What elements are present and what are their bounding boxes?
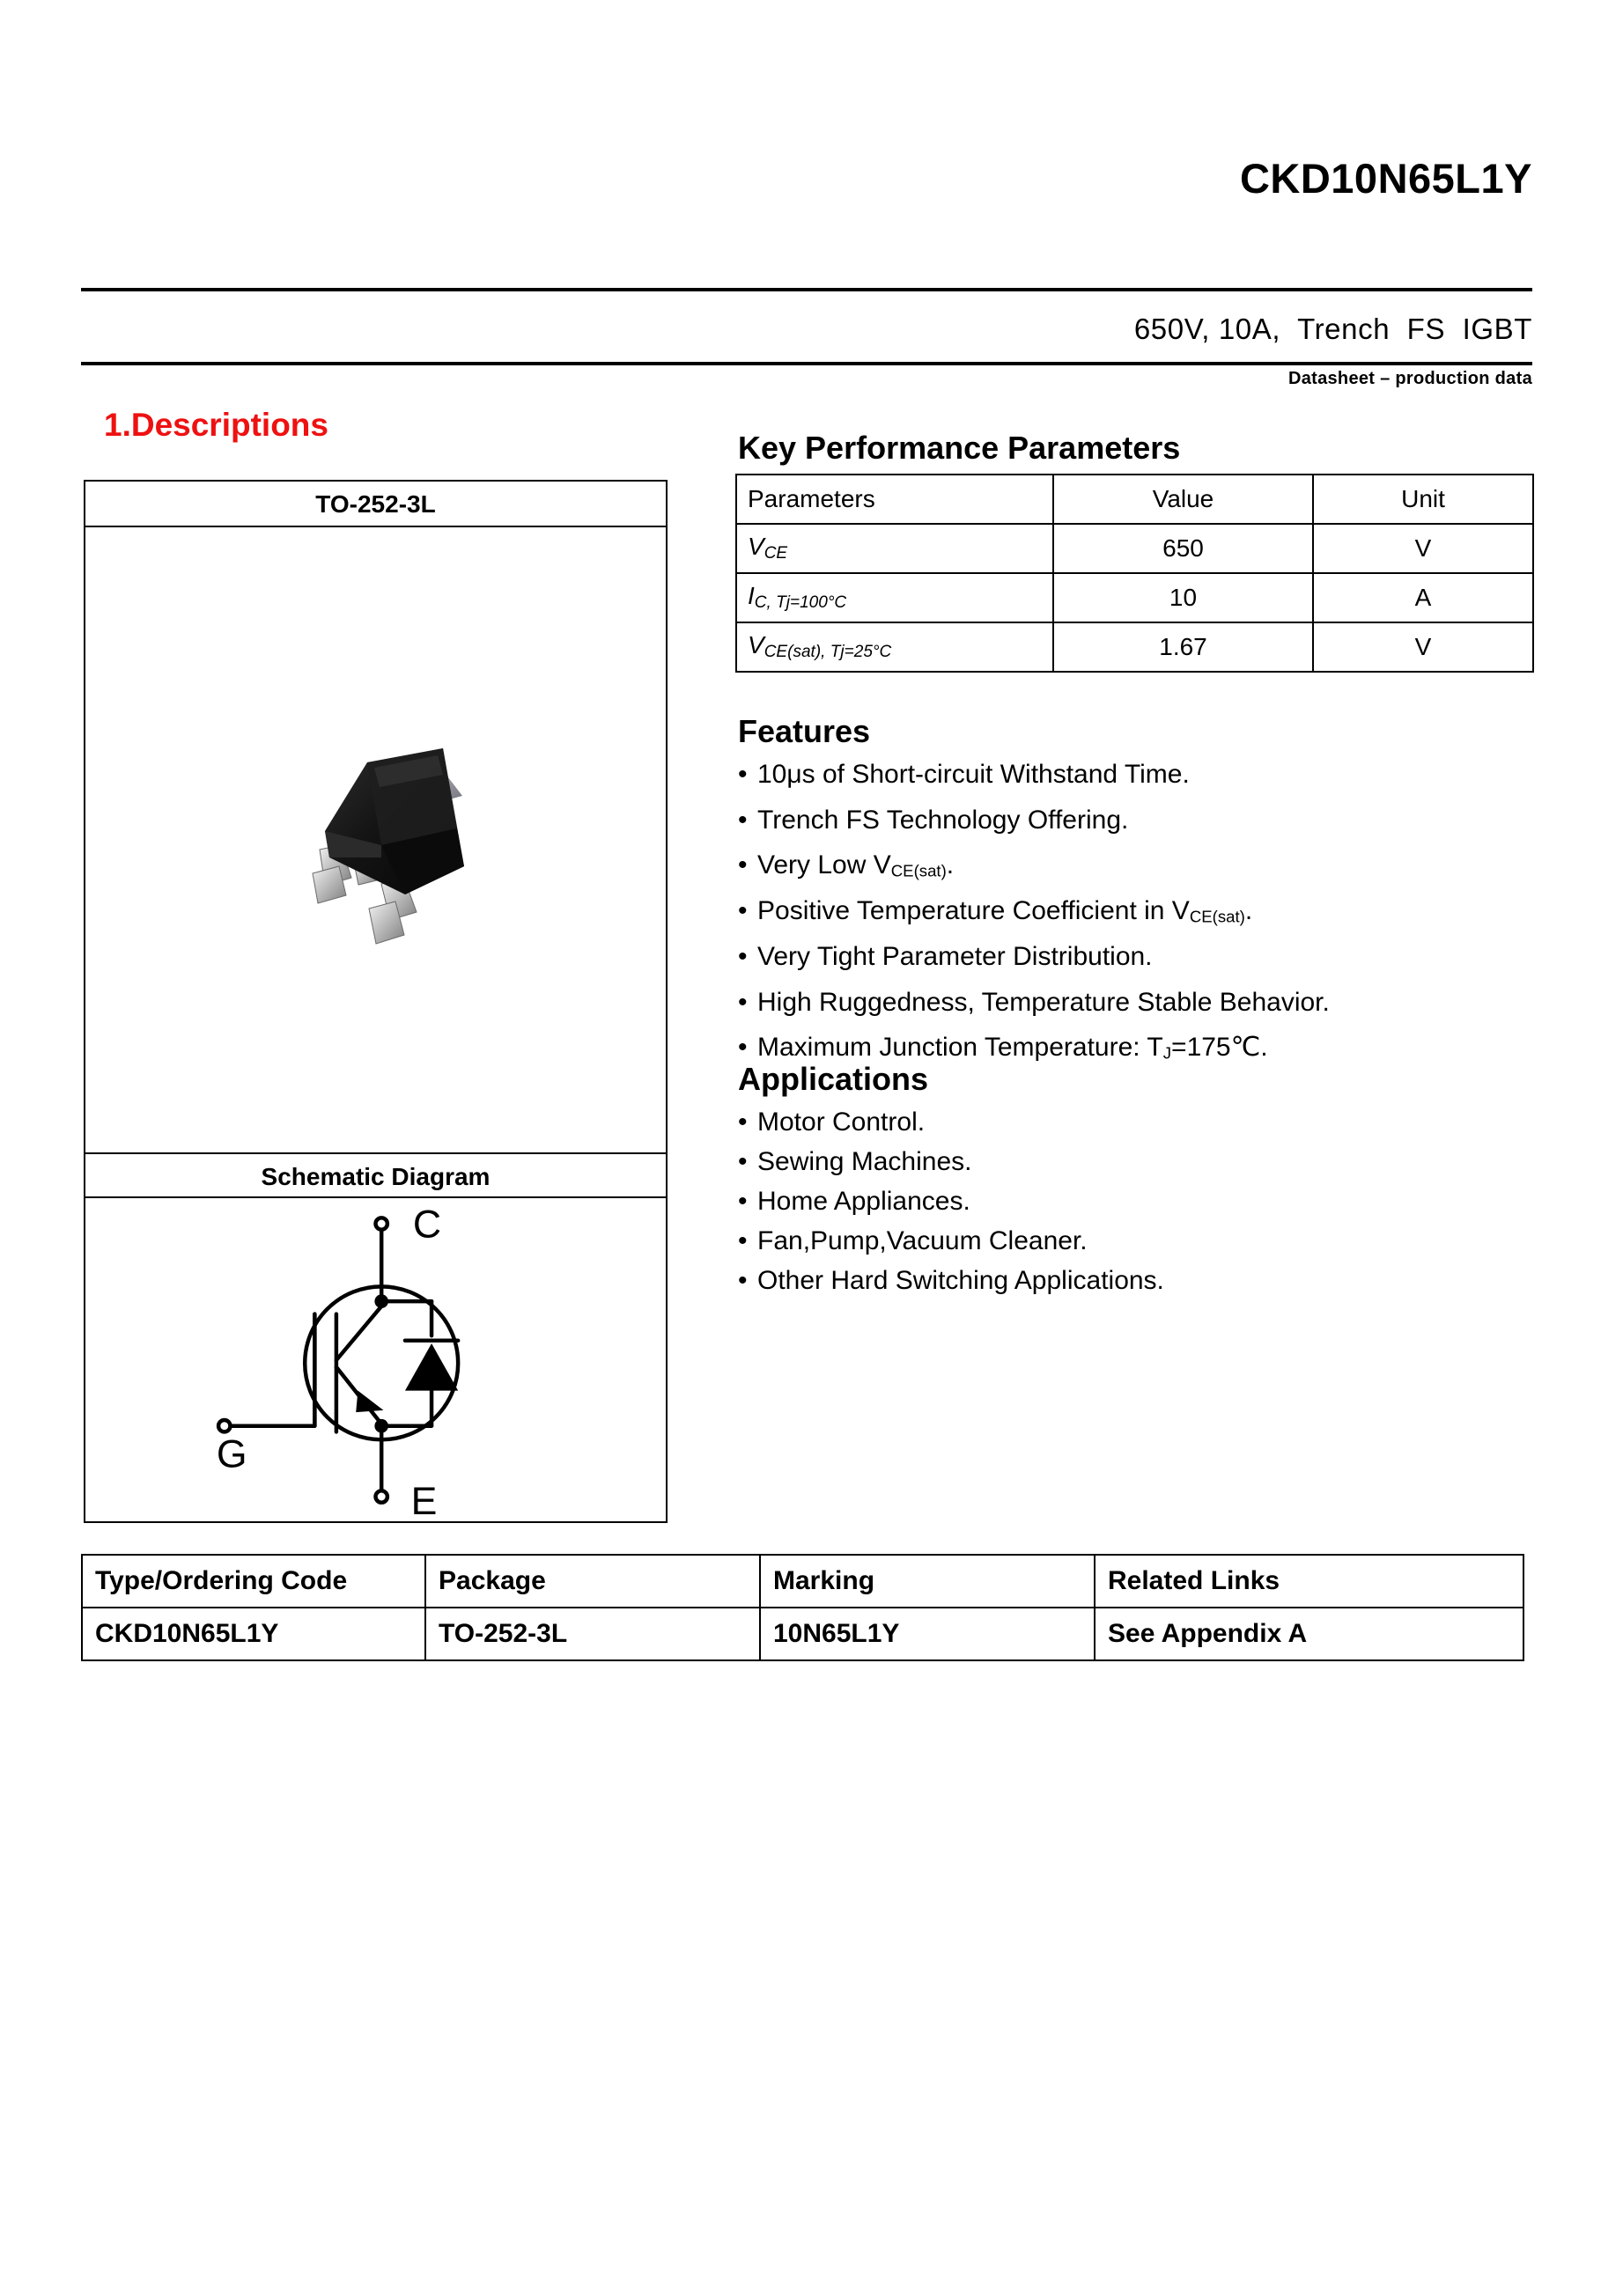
- list-item-text: Home Appliances.: [757, 1187, 970, 1216]
- unit-cell: A: [1313, 573, 1533, 622]
- parameter-cell: [736, 573, 1053, 622]
- schematic-caption: Schematic Diagram: [85, 1152, 666, 1198]
- parameter-symbol: V: [748, 533, 764, 561]
- list-item-tail: =175℃.: [1171, 1033, 1268, 1063]
- list-item: [738, 1221, 1557, 1261]
- description-box: [84, 480, 668, 1523]
- bullet-icon: •: [738, 987, 748, 1017]
- list-item-text: Maximum Junction Temperature: T: [757, 1033, 1163, 1063]
- marking-cell: 10N65L1Y: [760, 1608, 1095, 1660]
- igbt-schematic-symbol: [85, 1198, 666, 1522]
- bullet-icon: •: [738, 805, 748, 835]
- parameter-subscript: CE(sat), Tj=25°C: [764, 643, 892, 662]
- key-performance-heading: Key Performance Parameters: [738, 430, 1181, 466]
- column-header-marking: Marking: [760, 1555, 1095, 1608]
- column-header-parameters: Parameters: [736, 475, 1053, 524]
- list-item-text: Trench FS Technology Offering.: [757, 805, 1129, 835]
- list-item-subscript: CE(sat): [1189, 907, 1245, 926]
- parameter-subscript: CE: [764, 544, 788, 563]
- table-row: [736, 524, 1533, 573]
- list-item-text: High Ruggedness, Temperature Stable Behavior.: [757, 987, 1330, 1017]
- list-item-text: 10μs of Short-circuit Withstand Time.: [757, 760, 1190, 789]
- table-header-row: [82, 1555, 1523, 1608]
- unit-cell: V: [1313, 524, 1533, 573]
- column-header-package: Package: [425, 1555, 760, 1608]
- list-item-tail: .: [1244, 896, 1253, 926]
- features-heading: Features: [738, 713, 871, 749]
- list-item: [738, 1102, 1557, 1142]
- parameter-cell: [736, 524, 1053, 573]
- list-item-subscript: CE(sat): [890, 862, 947, 881]
- table-row: [736, 622, 1533, 672]
- bullet-icon: •: [738, 850, 748, 880]
- bullet-icon: •: [738, 1108, 748, 1137]
- package-cell: TO-252-3L: [425, 1608, 760, 1660]
- bullet-icon: •: [738, 1266, 748, 1295]
- to-252-3l-package-photo: [226, 690, 526, 990]
- bullet-icon: •: [738, 1187, 748, 1216]
- parameter-subscript: C, Tj=100°C: [754, 593, 847, 613]
- features-list: [738, 754, 1557, 1073]
- table-row: [82, 1608, 1523, 1660]
- list-item: [738, 891, 1557, 937]
- parameter-symbol: I: [748, 582, 755, 610]
- applications-heading: Applications: [738, 1061, 929, 1097]
- bullet-icon: •: [738, 1033, 748, 1063]
- list-item-text: Other Hard Switching Applications.: [757, 1266, 1164, 1295]
- column-header-related-links: Related Links: [1095, 1555, 1523, 1608]
- list-item-text: Very Tight Parameter Distribution.: [757, 941, 1153, 971]
- bullet-icon: •: [738, 1226, 748, 1255]
- schematic-label-collector: C: [412, 1203, 442, 1247]
- value-cell: 650: [1053, 524, 1313, 573]
- schematic-label-gate: G: [216, 1432, 247, 1476]
- list-item: [738, 982, 1557, 1028]
- bullet-icon: •: [738, 941, 748, 971]
- bullet-icon: •: [738, 896, 748, 926]
- bullet-icon: •: [738, 1147, 748, 1176]
- list-item-subscript: J: [1162, 1044, 1172, 1063]
- list-item-text: Sewing Machines.: [757, 1147, 972, 1176]
- list-item-text: Positive Temperature Coefficient in V: [757, 896, 1190, 926]
- parameter-cell: [736, 622, 1053, 672]
- list-item-tail: .: [946, 850, 955, 880]
- list-item: [738, 845, 1557, 891]
- list-item-text: Motor Control.: [757, 1108, 926, 1137]
- key-performance-table: [735, 474, 1534, 673]
- column-header-value: Value: [1053, 475, 1313, 524]
- package-photo-cell: [85, 527, 666, 1152]
- list-item: [738, 1142, 1557, 1181]
- header-rule-top: [81, 288, 1532, 291]
- header-rule-bottom: [81, 362, 1532, 365]
- bullet-icon: •: [738, 760, 748, 789]
- ordering-code-cell: CKD10N65L1Y: [82, 1608, 425, 1660]
- schematic-label-emitter: E: [410, 1480, 438, 1522]
- ordering-information-table: [81, 1554, 1524, 1661]
- parameter-symbol: V: [748, 631, 764, 659]
- list-item: [738, 754, 1557, 800]
- product-subtitle: 650V, 10A, Trench FS IGBT: [1133, 313, 1532, 345]
- list-item-text: Very Low V: [757, 850, 891, 880]
- related-links-cell[interactable]: See Appendix A: [1095, 1608, 1523, 1660]
- list-item: [738, 800, 1557, 846]
- unit-cell: V: [1313, 622, 1533, 672]
- list-item: [738, 937, 1557, 982]
- package-caption: TO-252-3L: [85, 482, 666, 527]
- schematic-diagram-cell: [85, 1198, 666, 1522]
- section-heading-descriptions: 1.Descriptions: [104, 407, 328, 443]
- page-title: CKD10N65L1Y: [1239, 155, 1532, 202]
- column-header-type-ordering-code: Type/Ordering Code: [82, 1555, 425, 1608]
- value-cell: 1.67: [1053, 622, 1313, 672]
- applications-list: [738, 1102, 1557, 1300]
- table-row: [736, 573, 1533, 622]
- table-header-row: [736, 475, 1533, 524]
- value-cell: 10: [1053, 573, 1313, 622]
- list-item: [738, 1181, 1557, 1221]
- list-item: [738, 1261, 1557, 1300]
- column-header-unit: Unit: [1313, 475, 1533, 524]
- list-item-text: Fan,Pump,Vacuum Cleaner.: [757, 1226, 1088, 1255]
- datasheet-production-note: Datasheet – production data: [1287, 369, 1532, 388]
